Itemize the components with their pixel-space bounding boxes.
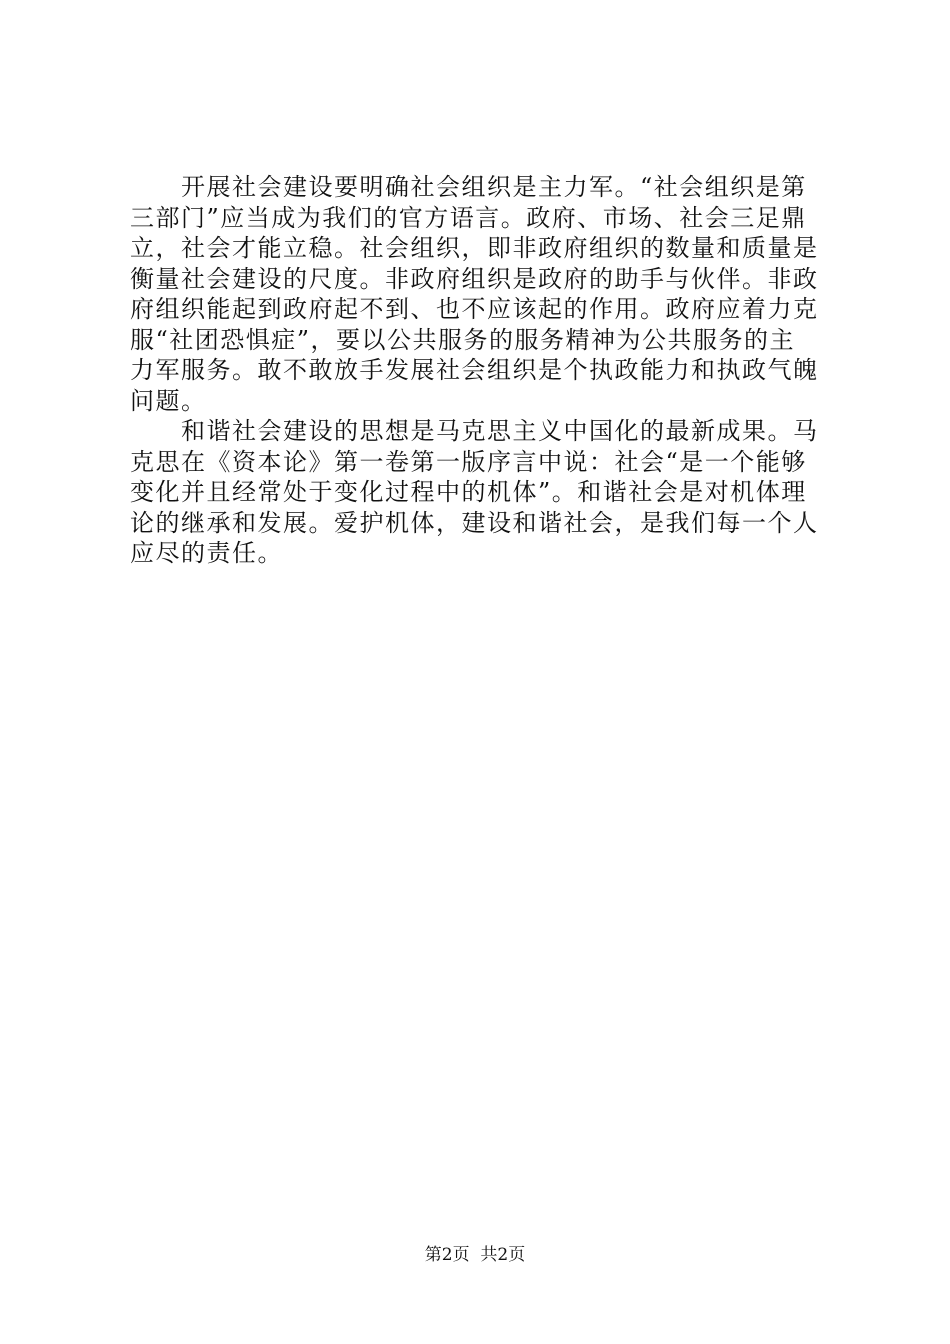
paragraph-line: 应尽的责任。: [130, 539, 283, 567]
paragraph-line: 变化并且经常处于变化过程中的机体”。和谐社会是对机体理: [130, 478, 807, 506]
paragraph-line: 服“社团恐惧症”，要以公共服务的服务精神为公共服务的主: [130, 325, 796, 354]
paragraph-line: 和谐社会建设的思想是马克思主义中国化的最新成果。马: [181, 417, 819, 445]
paragraph-social-organizations: [130, 172, 830, 416]
paragraph-line: 府组织能起到政府起不到、也不应该起的作用。政府应着力克: [130, 295, 819, 323]
paragraph-line: 立，社会才能立稳。社会组织，即非政府组织的数量和质量是: [130, 234, 819, 262]
paragraph-line: 力军服务。敢不敢放手发展社会组织是个执政能力和执政气魄: [130, 356, 819, 384]
paragraph-line: 三部门”应当成为我们的官方语言。政府、市场、社会三足鼎: [130, 203, 807, 232]
paragraph-line: 克思在《资本论》第一卷第一版序言中说：社会“是一个能够: [130, 447, 807, 476]
paragraph-line: 衡量社会建设的尺度。非政府组织是政府的助手与伙伴。非政: [130, 264, 819, 293]
paragraph-line: 问题。: [130, 386, 207, 415]
body-text: [130, 172, 830, 569]
paragraph-line: 论的继承和发展。爱护机体，建设和谐社会，是我们每一个人: [130, 508, 819, 537]
paragraph-line: 开展社会建设要明确社会组织是主力军。“社会组织是第: [181, 173, 807, 201]
paragraph-harmonious-society: [130, 416, 830, 569]
page-number-footer: 第2页 共2页: [424, 1245, 526, 1265]
